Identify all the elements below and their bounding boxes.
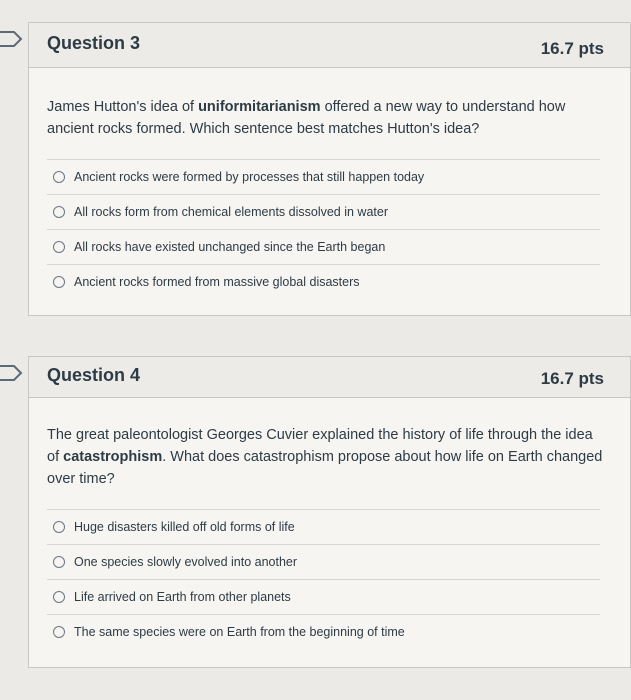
- question-4-header: [29, 357, 630, 398]
- answer-option[interactable]: [47, 229, 600, 264]
- flag-question-3-icon[interactable]: [0, 30, 24, 48]
- radio-button[interactable]: [53, 556, 65, 568]
- question-4-card: [28, 356, 631, 668]
- radio-button[interactable]: [53, 591, 65, 603]
- question-4-text: The great paleontologist Georges Cuvier explained the history of life through the idea of catastrophism. What does catastrophism propose about how life on Earth changed over time?: [47, 427, 603, 487]
- radio-button[interactable]: [53, 276, 65, 288]
- answer-option[interactable]: [47, 194, 600, 229]
- answer-label: Huge disasters killed off old forms of life: [74, 520, 295, 534]
- question-4-title: Question 4: [47, 365, 141, 385]
- radio-button[interactable]: [53, 171, 65, 183]
- radio-button[interactable]: [53, 206, 65, 218]
- radio-button[interactable]: [53, 241, 65, 253]
- answer-label: One species slowly evolved into another: [74, 555, 298, 569]
- answer-option[interactable]: [47, 509, 600, 544]
- question-4-points: 16.7 pts: [540, 369, 604, 388]
- radio-button[interactable]: [53, 626, 65, 638]
- answer-option[interactable]: [47, 264, 600, 299]
- question-3-answers: [47, 159, 600, 299]
- answer-option[interactable]: [47, 579, 600, 614]
- question-3-text: James Hutton's idea of uniformitarianism offered a new way to understand how ancient rocks formed. Which sentence best matches Hutton's idea?: [47, 99, 566, 137]
- radio-button[interactable]: [53, 521, 65, 533]
- answer-label: All rocks have existed unchanged since the Earth began: [74, 240, 386, 254]
- flag-question-4-icon[interactable]: [0, 364, 24, 382]
- question-3-header: [29, 23, 630, 68]
- answer-option[interactable]: [47, 544, 600, 579]
- answer-option[interactable]: [47, 614, 600, 649]
- answer-label: Life arrived on Earth from other planets: [74, 590, 291, 604]
- question-3-points: 16.7 pts: [540, 39, 604, 58]
- answer-label: Ancient rocks formed from massive global disasters: [74, 275, 360, 289]
- answer-label: All rocks form from chemical elements dissolved in water: [74, 205, 388, 219]
- question-4-answers: [47, 509, 600, 649]
- answer-option[interactable]: [47, 159, 600, 194]
- question-3-card: [28, 22, 631, 316]
- answer-label: Ancient rocks were formed by processes that still happen today: [74, 170, 425, 184]
- answer-label: The same species were on Earth from the beginning of time: [74, 625, 405, 639]
- question-3-title: Question 3: [47, 33, 141, 53]
